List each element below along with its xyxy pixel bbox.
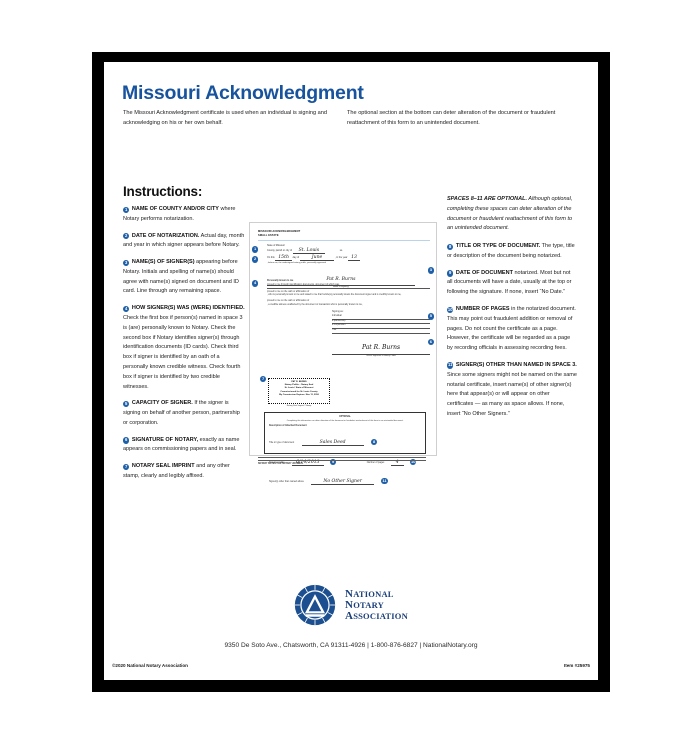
optional-pages-value: 4: [391, 460, 404, 466]
optional-title-label: Title or type of document: [269, 442, 295, 445]
form-check-option-2-tail: , who is personally known to me and stated to me that he/she(s) personally knows the document signer and is credibly known to me,: [267, 294, 402, 297]
form-header-title: MISSOURI ACKNOWLEDGMENT: [258, 230, 301, 233]
instruction-text: Check the first box if person(s) named in space 3 is (are) personally known to Notary. Check the second box if Notary identifies signer(s) through identification documents (ID cards). Check third box if signer is identified by an oath of a personally known credible witness. Check fourth box if signer is identified by two credible witnesses.: [123, 315, 243, 390]
form-capacity-corporation: a corporation: [332, 324, 430, 329]
form-state-label: State of Missouri: [267, 244, 285, 248]
optional-heading: OPTIONAL: [339, 416, 351, 418]
nna-triangle-seal-icon: [294, 584, 336, 626]
step-number-badge: 5: [123, 401, 129, 407]
form-notary-seal-imprint: [261, 376, 330, 404]
form-callout-6: 6: [429, 338, 433, 344]
step-number-badge: 11: [447, 362, 453, 368]
instruction-item: [447, 361, 577, 420]
form-callout-9: 9: [332, 458, 335, 464]
logo-line1-cap: N: [345, 587, 354, 600]
optional-date-value: 6/14/2013: [292, 460, 324, 466]
intro-paragraph-right: The optional section at the bottom can deter alteration of the document or fraudulent reattachment of this form to an unintended document.: [347, 110, 556, 126]
form-check-option-1: proved to me through identification documents, document of which was: [267, 284, 430, 289]
form-notary-signature-caption: Official Signature of Notary Public: [366, 354, 396, 357]
form-ss-label: ss.: [339, 248, 343, 252]
page-title: Missouri Acknowledgment: [122, 82, 364, 104]
step-number-badge: 4: [123, 306, 129, 312]
step-number-badge: 3: [123, 260, 129, 266]
form-notary-signature: Pat R. Burns: [361, 343, 401, 351]
optional-description-label: Description of Attached Document: [269, 424, 307, 427]
instruction-label: DATE OF DOCUMENT: [455, 269, 513, 276]
instruction-label: DATE OF NOTARIZATION.: [131, 232, 200, 239]
form-capacity-title: Title: [332, 329, 430, 334]
form-header-rule: [258, 240, 430, 242]
form-signer-caption: Name of Signer(s): [332, 286, 350, 289]
form-callout-4: 4: [253, 280, 257, 286]
instruction-item: [123, 399, 245, 428]
instruction-text: If the signer is signing on behalf of another person, partnership or corporation.: [123, 400, 240, 426]
form-month-value: June: [300, 255, 334, 261]
instruction-label: NAME OF COUNTY AND/OR CITY: [131, 206, 219, 212]
step-number-badge: 1: [123, 207, 129, 213]
instructions-column-right: [447, 195, 577, 427]
form-county-label: County, parish or city of: [267, 248, 292, 252]
instruction-text: Actual day, month and year in which signer appears before Notary.: [123, 232, 245, 249]
instruction-label: NOTARY SEAL IMPRINT: [131, 463, 195, 470]
logo-line2-cap: N: [345, 598, 354, 611]
form-callout-5: 5: [429, 313, 433, 319]
form-capacity-label: Signing as:: [332, 311, 344, 314]
instruction-item: [123, 436, 245, 456]
sample-certificate-thumbnail: [249, 222, 437, 485]
instruction-item: [123, 205, 245, 225]
instruction-label: NAME(S) OF SIGNER(S): [131, 259, 195, 266]
intro-paragraph-left: The Missouri Acknowledgment certificate is used when an individual is signing and acknowledging on his or her own behalf.: [123, 110, 327, 126]
form-known-heading: Personally known to me: [267, 280, 294, 283]
instruction-text: in the notarized document. This may point out fraudulent addition or removal of pages. Do not count the certificate as a page. However, the certificate will be regarded as a page by recording officials in assessing recording fees.: [447, 306, 576, 352]
form-onthis-label: On this: [267, 256, 275, 260]
form-check-option-3-tail: , a credible witness unaffected by the document or transaction who is personally known to me,: [267, 303, 363, 306]
instruction-text: The type, title or description of the document being notarized.: [447, 243, 575, 259]
logo-line2-rest: OTARY: [353, 599, 384, 610]
form-check-option-2: proved to me on the oath or affirmation of: [267, 290, 310, 293]
instruction-item: [123, 462, 245, 482]
seal-line-4: Commissioned for St. Louis County: [280, 390, 318, 393]
instruction-item: [123, 258, 245, 297]
step-number-badge: 7: [123, 464, 129, 470]
nna-logo: [104, 584, 598, 626]
form-footer-note: NOTARY NOTES FOR NOTARY JOURNAL: [258, 463, 304, 465]
step-number-badge: 8: [447, 244, 453, 250]
instruction-label: CAPACITY OF SIGNER.: [131, 400, 193, 407]
form-callout-8: 8: [373, 439, 376, 445]
instruction-item: [447, 269, 577, 298]
step-number-badge: 10: [447, 306, 453, 312]
instruction-label: HOW SIGNER(S) WAS (WERE) IDENTIFIED.: [131, 305, 245, 312]
optional-title-value: Sales Deed: [302, 440, 364, 446]
footer-copyright: ©2020 National Notary Association: [112, 663, 188, 668]
seal-line-5: My Commission Expires: Nov 11, 2016: [279, 393, 319, 396]
form-callout-11: 11: [382, 478, 387, 484]
instruction-text: Since some signers might not be named on the same notarial certificate, insert name(s) of other signer(s) here that appear(s) or will appear on other certificates — as many as space allows. If none, insert “No Other Signers.”: [447, 371, 577, 417]
form-callout-1: 1: [253, 246, 257, 252]
instructions-column-left: [123, 205, 245, 489]
form-capacity-partnership: a partnership: [332, 320, 430, 325]
optional-subtext: Completing this information can deter alteration of the document or fraudulent reattachment of this form to an unintended document.: [286, 419, 404, 422]
instruction-text: appearing before Notary. Initials and spelling of name(s) should agree with name(s) signed on document and ID card. Line through any remaining space.: [123, 259, 239, 295]
form-bottom-rule: [258, 457, 426, 461]
seal-line-2: Notary Public – Notary Seal: [284, 384, 314, 387]
instruction-item: [447, 305, 577, 354]
optional-others-value: No Other Signer: [311, 479, 374, 485]
form-year-label: , in the year: [334, 256, 348, 260]
instruction-label: SIGNATURE OF NOTARY,: [131, 436, 199, 443]
form-callout-10: 10: [411, 458, 416, 464]
instruction-item: [123, 232, 245, 252]
instruction-item: [123, 304, 245, 392]
optional-note-strong: SPACES 8–11 ARE OPTIONAL.: [447, 196, 527, 202]
form-check-option-3: proved to me on the oath or affirmation of: [267, 300, 310, 303]
form-callout-7: 7: [261, 376, 265, 381]
optional-pages-label: Number of pages: [366, 461, 385, 464]
logo-line1-rest: ATIONAL: [353, 588, 394, 599]
form-year-value: 13: [348, 255, 360, 261]
form-before-me-label: , before me, the undersigned notary public, personally appeared: [267, 261, 326, 264]
instruction-text: notarized. Most but not all documents will have a date, usually at the top or following the signature. If none, insert “No Date.”: [447, 269, 572, 296]
footer-item-number: Item #25975: [563, 663, 590, 668]
optional-spaces-note: [447, 195, 577, 234]
form-callout-3: 3: [429, 267, 433, 273]
form-capacity-individual: Individual: [332, 315, 430, 320]
instruction-text: and any other stamp, clearly and legibly affixed.: [123, 463, 230, 479]
form-signer-value: Pat R. Burns: [326, 277, 356, 283]
optional-date-label: Document date: [269, 461, 285, 464]
instruction-text: exactly as name appears on commissioning papers and in seal.: [123, 436, 240, 453]
instruction-label: SIGNER(S) OTHER THAN NAMED IN SPACE 3.: [455, 361, 577, 368]
form-callout-2: 2: [253, 256, 257, 262]
instructions-heading: Instructions:: [123, 184, 203, 199]
footer-address: 9350 De Soto Ave., Chatsworth, CA 91311-4926 | 1-800-876-6827 | NationalNotary.org: [224, 642, 478, 649]
nna-logo-wordmark: [345, 589, 408, 622]
instruction-text: where Notary performs notarization.: [123, 206, 236, 222]
form-day-value: 15th: [275, 255, 292, 261]
instruction-label: TITLE OR TYPE OF DOCUMENT.: [455, 243, 541, 250]
logo-line3-rest: SSOCIATION: [353, 610, 408, 621]
step-number-badge: 6: [123, 437, 129, 443]
instruction-label: NUMBER OF PAGES: [455, 306, 510, 313]
optional-others-label: Signer(s) other than named above: [269, 481, 304, 484]
seal-line-3: St. Louis / State of Missouri: [284, 387, 314, 390]
step-number-badge: 2: [123, 233, 129, 239]
seal-line-1: PAT R. BURNS: [291, 381, 307, 383]
step-number-badge: 9: [447, 270, 453, 276]
instruction-item: [447, 242, 577, 262]
instruction-sheet-page: [104, 62, 598, 680]
form-month-label: day of: [292, 256, 300, 260]
sample-certificate-body: [253, 230, 433, 485]
logo-line3-cap: A: [345, 609, 354, 622]
optional-note-rest: Although optional, completing these spaces can deter alteration of the document or fraudulent reattachment of this form to an unintended document.: [447, 196, 573, 232]
form-header-subtitle: SMALL ESTATE: [258, 233, 279, 237]
form-seal-caption: Notary Seal Imprint / Stamp: [286, 405, 312, 407]
form-county-value: St. Louis: [293, 248, 326, 254]
